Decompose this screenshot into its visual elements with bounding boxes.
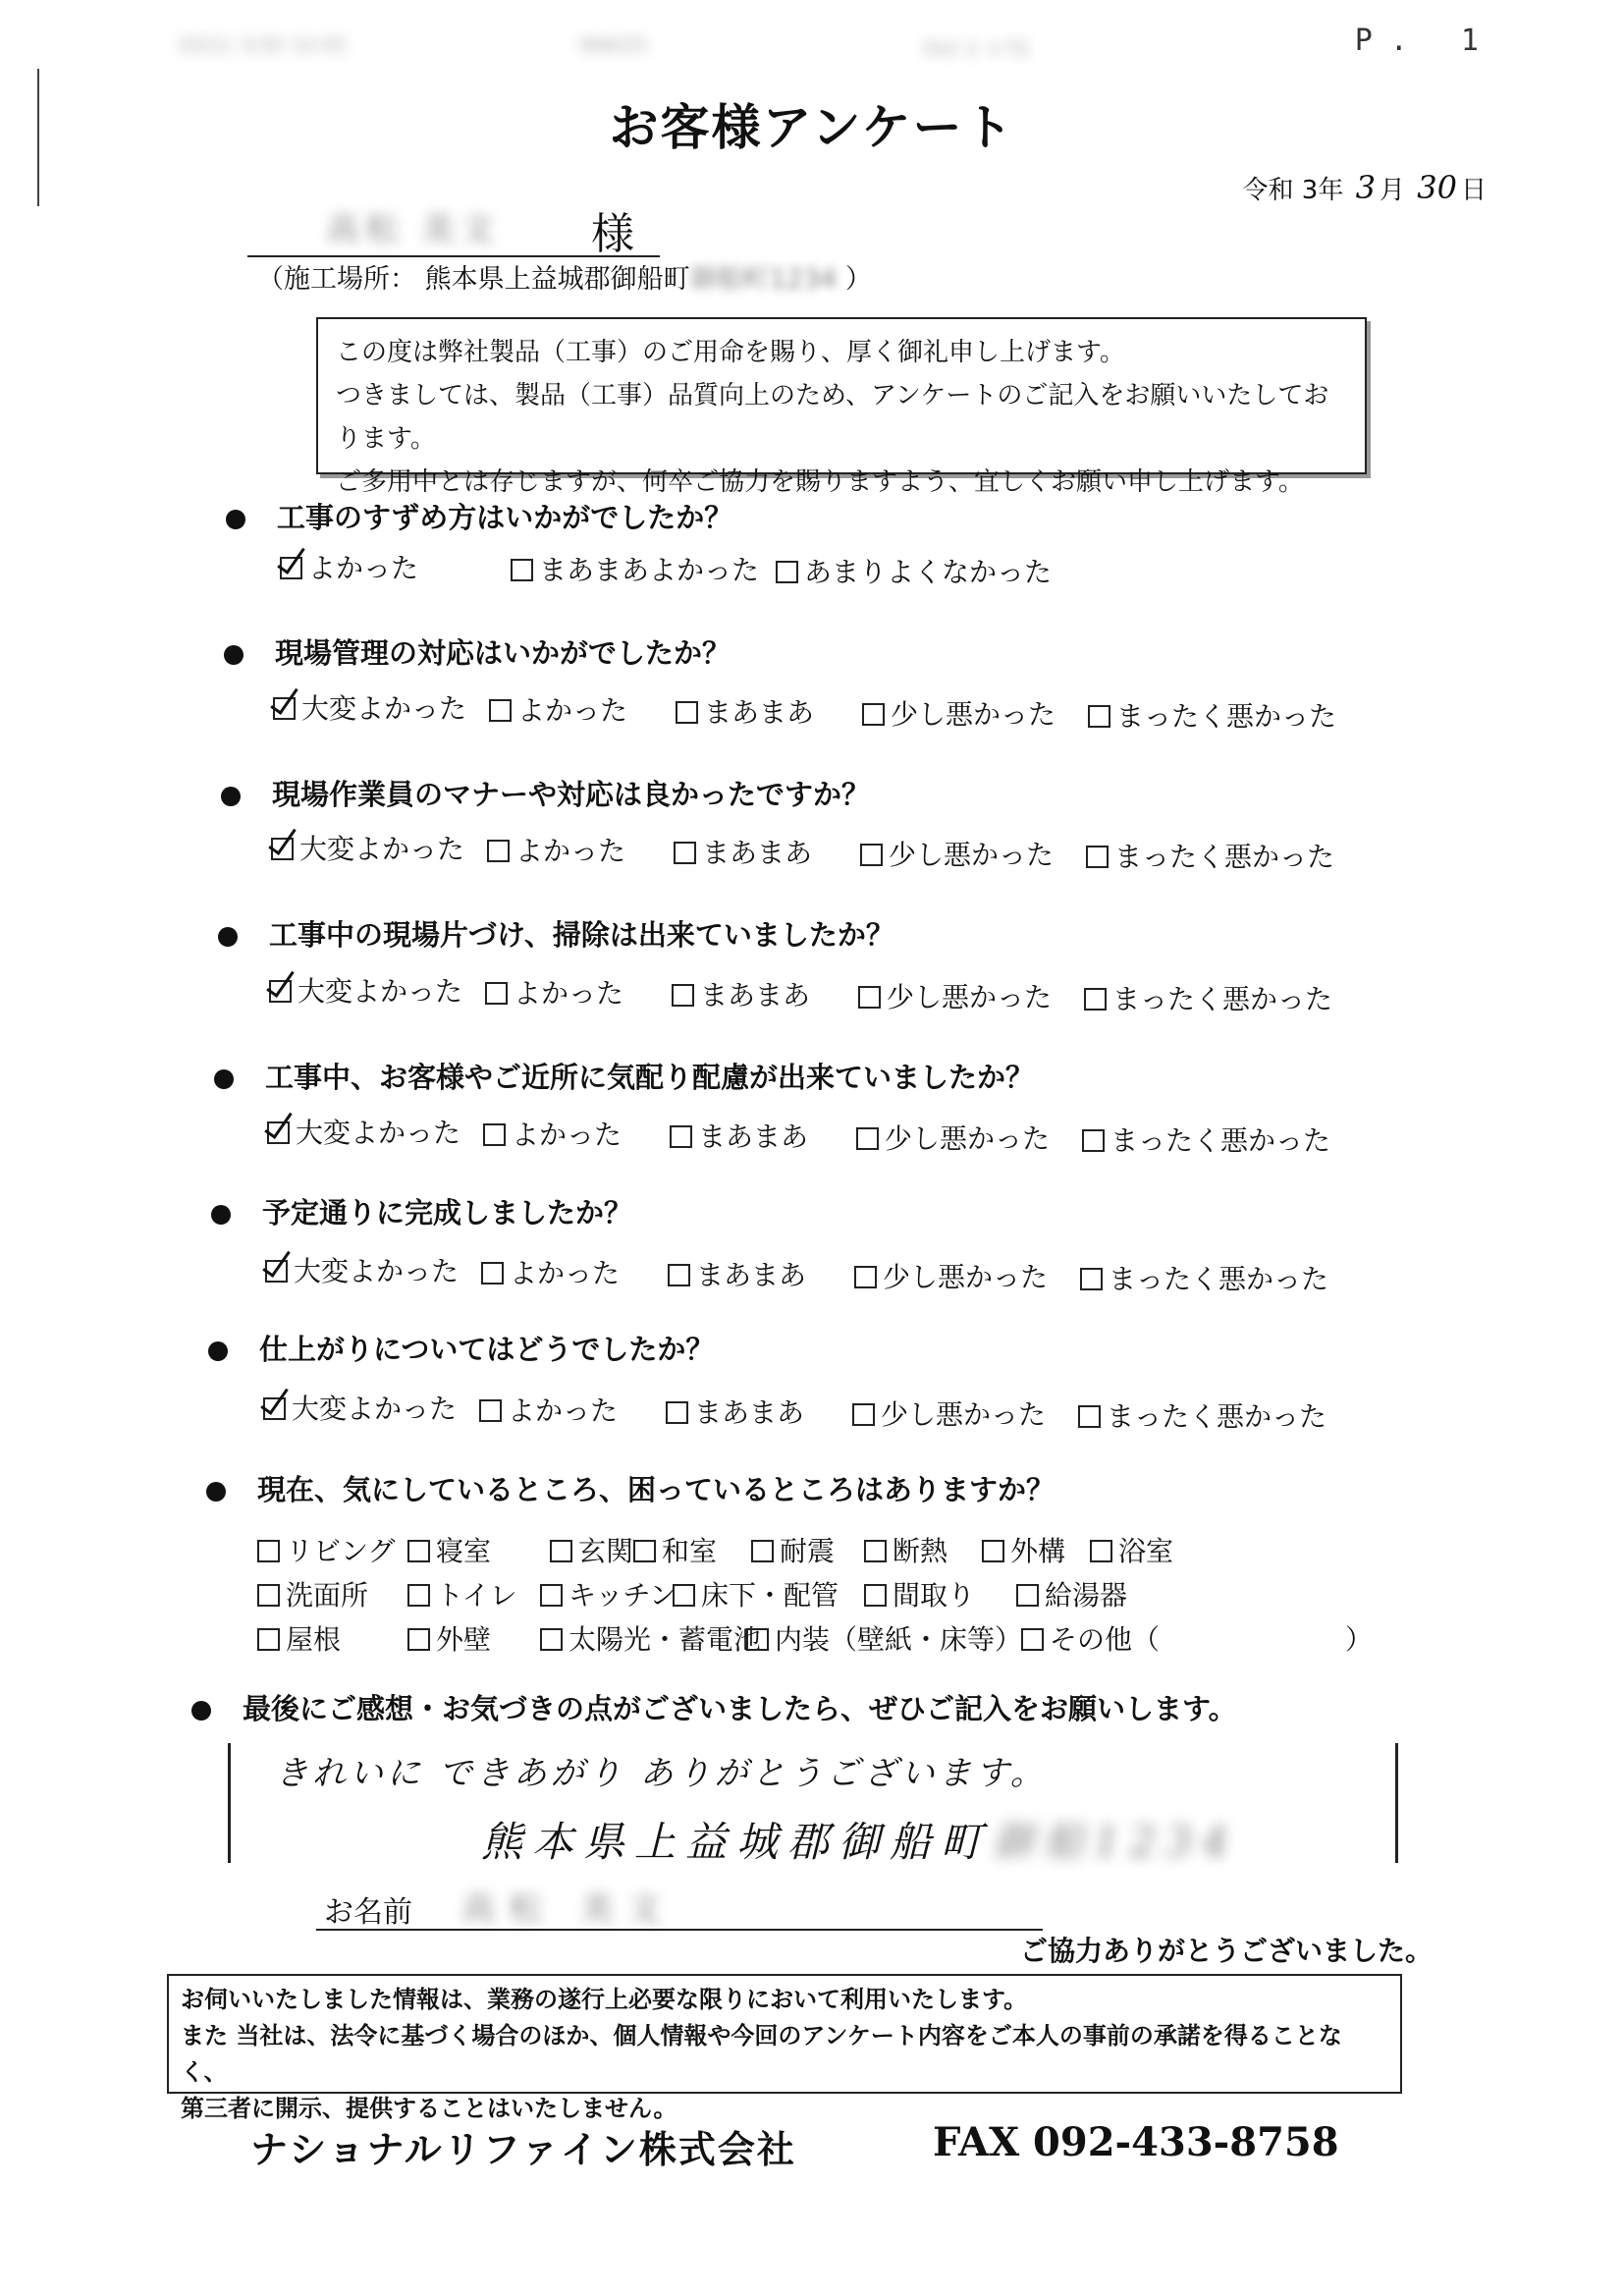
concern-option[interactable]	[540, 1618, 761, 1658]
concern-option[interactable]	[1021, 1618, 1160, 1658]
checkbox-icon[interactable]	[862, 703, 885, 726]
checkbox-icon[interactable]	[1086, 846, 1109, 868]
checkbox-icon[interactable]	[407, 1584, 430, 1607]
question-text: 予定通りに完成しましたか？	[262, 1196, 633, 1230]
concern-label: 和室	[662, 1535, 718, 1567]
site-address-hidden: 御船町1234	[689, 264, 838, 295]
checkbox-icon[interactable]	[540, 1584, 563, 1607]
name-value: 高松 美文	[461, 1889, 675, 1929]
question-text: 現在、気にしているところ、困っているところはありますか？	[257, 1473, 1056, 1506]
answer-option[interactable]	[672, 974, 810, 1013]
option-label: 少し悪かった	[887, 981, 1053, 1013]
comment-address-hidden: 御船1234	[992, 1818, 1238, 1866]
concern-option[interactable]	[751, 1530, 835, 1569]
date-prefix: 令和 3年	[1242, 176, 1344, 205]
option-label: よかった	[514, 977, 624, 1010]
answer-option[interactable]	[269, 970, 462, 1010]
fax-header-id: NNKZS	[579, 33, 648, 57]
answer-option[interactable]	[479, 1390, 618, 1429]
question-6	[211, 1191, 632, 1231]
customer-name: 高松 美文	[326, 210, 500, 249]
checkbox-icon[interactable]	[1084, 988, 1107, 1011]
answer-option[interactable]	[1088, 695, 1336, 735]
option-label: 大変よかった	[294, 1255, 460, 1287]
date-day-unit: 日	[1460, 176, 1487, 205]
option-label: よかった	[308, 552, 419, 584]
answer-option[interactable]	[1082, 1120, 1330, 1159]
answer-option[interactable]	[267, 1112, 460, 1151]
option-label: まったく悪かった	[1107, 1400, 1327, 1433]
answer-option[interactable]	[852, 1394, 1046, 1433]
answer-option[interactable]	[263, 1388, 457, 1427]
concerns-question	[206, 1468, 1055, 1508]
answer-option[interactable]	[1084, 978, 1332, 1017]
option-label: まったく悪かった	[1110, 1124, 1331, 1157]
checkbox-icon[interactable]	[776, 561, 798, 583]
checkbox-icon[interactable]	[479, 1399, 502, 1422]
comment-address: 熊本県上益城郡御船町	[481, 1818, 993, 1866]
answer-option[interactable]	[1080, 1258, 1328, 1297]
checkbox-icon[interactable]	[257, 1540, 280, 1562]
construction-site	[257, 257, 872, 296]
concern-label: 外構	[1010, 1535, 1066, 1567]
option-label: まあまあ	[698, 1121, 809, 1153]
question-text: 工事中の現場片づけ、掃除は出来ていましたか？	[269, 918, 894, 952]
option-label: まあまあ	[696, 1259, 807, 1291]
question-5	[214, 1056, 1034, 1096]
checkbox-icon[interactable]	[666, 1401, 688, 1424]
notice-line: この度は弊社製品（工事）のご用命を賜り、厚く御礼申し上げます。	[336, 338, 1125, 367]
option-label: あまりよくなかった	[804, 556, 1053, 588]
concern-label: 床下・配管	[701, 1579, 839, 1612]
checkbox-icon[interactable]	[407, 1540, 430, 1562]
company-name: ナショナルリファイン株式会社	[250, 2128, 796, 2171]
question-text: 工事中、お客様やご近所に気配り配慮が出来ていましたか？	[265, 1061, 1035, 1094]
bullet-icon	[206, 1482, 226, 1502]
bullet-icon	[191, 1701, 211, 1721]
option-label: 少し悪かった	[881, 1398, 1047, 1431]
checked-checkbox-icon[interactable]	[265, 1260, 288, 1283]
answer-option[interactable]	[668, 1254, 806, 1293]
option-label: まったく悪かった	[1109, 1263, 1329, 1295]
answer-option[interactable]	[481, 1252, 620, 1291]
answer-option[interactable]	[856, 1118, 1050, 1157]
concern-other-close: ）	[1345, 1623, 1374, 1656]
question-text: 工事のすずめ方はいかがでしたか？	[277, 501, 733, 534]
concern-option[interactable]	[864, 1530, 947, 1569]
option-label: まあまあ	[700, 979, 811, 1011]
concern-label: 寝室	[436, 1535, 492, 1567]
answer-option[interactable]	[273, 687, 466, 727]
concern-label: 外壁	[436, 1623, 492, 1656]
bullet-icon	[224, 645, 244, 665]
answer-option[interactable]	[483, 1114, 622, 1153]
checkbox-icon[interactable]	[550, 1540, 572, 1562]
name-label: お名前	[324, 1895, 412, 1930]
concern-option[interactable]	[407, 1618, 491, 1658]
checkbox-icon[interactable]	[860, 844, 883, 866]
question-2	[224, 631, 731, 672]
checkbox-icon[interactable]	[854, 1266, 877, 1288]
checked-checkbox-icon[interactable]	[263, 1397, 286, 1420]
answer-option[interactable]	[860, 834, 1054, 873]
option-label: まったく悪かった	[1114, 841, 1335, 873]
date-month: 3	[1355, 169, 1376, 206]
option-label: 少し悪かった	[885, 1122, 1051, 1155]
checkbox-icon[interactable]	[407, 1628, 430, 1651]
privacy-notice	[167, 1974, 1402, 2122]
checkbox-icon[interactable]	[489, 699, 512, 722]
concern-option[interactable]	[407, 1530, 491, 1569]
answer-option[interactable]	[674, 832, 812, 871]
checkbox-icon[interactable]	[1016, 1584, 1039, 1607]
bullet-icon	[226, 510, 245, 529]
option-label: 少し悪かった	[889, 839, 1055, 871]
concern-option[interactable]	[257, 1574, 368, 1613]
site-close: ）	[844, 264, 872, 295]
concern-option[interactable]	[673, 1574, 839, 1613]
checkbox-icon[interactable]	[751, 1540, 774, 1562]
site-label: （施工場所：	[257, 264, 416, 295]
checkbox-icon[interactable]	[858, 986, 881, 1009]
concern-option[interactable]	[540, 1574, 677, 1613]
checkbox-icon[interactable]	[257, 1584, 280, 1607]
comment-line-1: きれいに できあがり ありがとうございます。	[275, 1754, 1048, 1793]
checkbox-icon[interactable]	[856, 1127, 879, 1150]
answer-option[interactable]	[862, 693, 1056, 733]
checkbox-icon[interactable]	[481, 1262, 504, 1285]
concern-label: 間取り	[893, 1579, 976, 1612]
comment-line-2	[481, 1810, 1238, 1869]
date-month-unit: 月	[1379, 176, 1405, 205]
concern-label: 浴室	[1118, 1535, 1174, 1567]
customer-honorific: 様	[591, 209, 634, 259]
option-label: まあまあよかった	[539, 554, 760, 586]
thanks-message: ご協力ありがとうございました。	[1019, 1935, 1433, 1967]
question-4	[218, 913, 894, 954]
option-label: まあまあ	[702, 837, 813, 869]
question-text: 現場管理の対応はいかがでしたか？	[275, 636, 731, 670]
checked-checkbox-icon[interactable]	[271, 838, 294, 860]
answer-option[interactable]	[489, 689, 627, 729]
concern-label: 屋根	[286, 1623, 342, 1656]
option-label: 大変よかった	[298, 975, 463, 1008]
checkbox-icon[interactable]	[540, 1628, 563, 1651]
checkbox-icon[interactable]	[1021, 1628, 1044, 1651]
answer-option[interactable]	[487, 830, 625, 869]
concern-option[interactable]	[864, 1574, 975, 1613]
concern-label: その他（	[1050, 1623, 1161, 1656]
name-field[interactable]	[316, 1884, 1043, 1931]
option-label: まあまあ	[704, 696, 815, 729]
checkbox-icon[interactable]	[668, 1264, 690, 1286]
option-label: 大変よかった	[292, 1393, 458, 1425]
answer-option[interactable]	[676, 691, 814, 731]
question-text: 仕上がりについてはどうでしたか？	[259, 1333, 715, 1366]
concern-option[interactable]	[746, 1618, 1022, 1658]
concern-label: リビング	[286, 1535, 396, 1567]
bullet-icon	[214, 1069, 234, 1089]
option-label: よかった	[515, 835, 626, 867]
checkbox-icon[interactable]	[672, 984, 694, 1007]
concern-label: キッチン	[568, 1579, 677, 1612]
checkbox-icon[interactable]	[676, 701, 698, 724]
checkbox-icon[interactable]	[864, 1584, 887, 1607]
checkbox-icon[interactable]	[511, 559, 533, 581]
concern-option[interactable]	[1016, 1574, 1127, 1613]
checkbox-icon[interactable]	[1082, 1129, 1105, 1152]
question-7	[208, 1328, 714, 1368]
concern-label: 玄関	[578, 1535, 634, 1567]
option-label: よかった	[517, 694, 628, 727]
answer-option[interactable]	[670, 1116, 808, 1155]
concern-label: 断熱	[893, 1535, 948, 1567]
fax-header-date: 2021/ 3/30 10:05	[177, 33, 347, 57]
checkbox-icon[interactable]	[674, 842, 696, 864]
answer-option[interactable]	[1086, 836, 1334, 875]
privacy-line: また 当社は、法令に基づく場合のほか、個人情報や今回のアンケート内容をご本人の事前の承諾を得ることなく、	[181, 2022, 1342, 2086]
answer-option[interactable]	[485, 972, 623, 1011]
fax-number: FAX 092-433-8758	[933, 2119, 1339, 2165]
checkbox-icon[interactable]	[1078, 1405, 1101, 1428]
checkbox-icon[interactable]	[982, 1540, 1004, 1562]
option-label: 大変よかった	[296, 1117, 461, 1149]
concern-label: 洗面所	[286, 1579, 369, 1612]
notice-line: ご多用中とは存じますが、何卒ご協力を賜りますよう、宜しくお願い申し上げます。	[336, 467, 1304, 497]
bullet-icon	[208, 1341, 228, 1361]
option-label: まったく悪かった	[1116, 700, 1337, 733]
answer-option[interactable]	[1078, 1395, 1326, 1435]
answer-option[interactable]	[854, 1256, 1048, 1295]
concern-option[interactable]	[1090, 1530, 1173, 1569]
answer-option[interactable]	[858, 976, 1052, 1015]
option-label: まったく悪かった	[1112, 983, 1333, 1015]
concern-option[interactable]	[550, 1530, 633, 1569]
option-label: まあまあ	[694, 1396, 805, 1429]
checkbox-icon[interactable]	[257, 1628, 280, 1651]
checkbox-icon[interactable]	[746, 1628, 769, 1651]
final-question	[191, 1687, 1237, 1727]
question-text: 最後にご感想・お気づきの点がございましたら、ぜひご記入をお願いします。	[243, 1692, 1237, 1725]
checkbox-icon[interactable]	[1088, 705, 1110, 728]
privacy-line: 第三者に開示、提供することはいたしません。	[181, 2095, 677, 2122]
option-label: 少し悪かった	[891, 698, 1056, 731]
question-text: 現場作業員のマナーや対応は良かったですか？	[272, 778, 871, 811]
concern-label: トイレ	[436, 1579, 517, 1612]
checked-checkbox-icon[interactable]	[269, 980, 292, 1003]
checkbox-icon[interactable]	[633, 1540, 656, 1562]
option-label: よかった	[508, 1394, 619, 1427]
answer-option[interactable]	[280, 547, 418, 586]
concern-label: 耐震	[780, 1535, 836, 1567]
checkbox-icon[interactable]	[487, 840, 510, 862]
answer-option[interactable]	[511, 549, 759, 588]
checkbox-icon[interactable]	[670, 1125, 692, 1148]
option-label: よかった	[512, 1119, 623, 1151]
checked-checkbox-icon[interactable]	[267, 1121, 290, 1144]
notice-box	[316, 317, 1367, 497]
site-address: 熊本県上益城郡御船町	[424, 264, 690, 295]
concern-option[interactable]	[982, 1530, 1065, 1569]
checkbox-icon[interactable]	[864, 1540, 887, 1562]
question-3	[221, 773, 870, 813]
notice-line: つきましては、製品（工事）品質向上のため、アンケートのご記入をお願いいたしております。	[336, 381, 1329, 454]
concern-option[interactable]	[633, 1530, 717, 1569]
checkbox-icon[interactable]	[1080, 1268, 1103, 1290]
checkbox-icon[interactable]	[673, 1584, 695, 1607]
checkbox-icon[interactable]	[1090, 1540, 1112, 1562]
checked-checkbox-icon[interactable]	[280, 557, 302, 579]
answer-option[interactable]	[776, 551, 1052, 590]
question-1	[226, 496, 732, 536]
concern-option[interactable]	[407, 1574, 517, 1613]
concern-label: 太陽光・蓄電池	[568, 1623, 762, 1656]
concern-label: 内装（壁紙・床等）	[775, 1623, 1023, 1656]
concern-option[interactable]	[257, 1530, 395, 1569]
bullet-icon	[221, 787, 241, 806]
concern-option[interactable]	[257, 1618, 341, 1658]
concern-label: 給湯器	[1045, 1579, 1128, 1612]
date-day: 30	[1417, 169, 1457, 206]
answer-option[interactable]	[666, 1392, 804, 1431]
page-number: P. 1	[1354, 24, 1496, 58]
checkbox-icon[interactable]	[485, 982, 508, 1005]
option-label: 少し悪かった	[883, 1261, 1049, 1293]
bullet-icon	[218, 927, 238, 947]
option-label: よかった	[510, 1257, 621, 1289]
bullet-icon	[211, 1205, 231, 1225]
option-label: 大変よかった	[301, 692, 467, 725]
privacy-line: お伺いいたしました情報は、業務の遂行上必要な限りにおいて利用いたします。	[181, 1986, 1028, 2013]
page-title: お客様アンケート	[609, 99, 1015, 156]
date	[1243, 169, 1487, 206]
fax-header-page: FAX 2 ＃70	[923, 37, 1029, 61]
answer-option[interactable]	[265, 1250, 459, 1289]
checkbox-icon[interactable]	[483, 1123, 506, 1146]
checkbox-icon[interactable]	[852, 1403, 875, 1426]
option-label: 大変よかった	[299, 833, 465, 865]
answer-option[interactable]	[271, 828, 464, 867]
checked-checkbox-icon[interactable]	[273, 697, 296, 720]
customer-name-field	[247, 196, 660, 257]
